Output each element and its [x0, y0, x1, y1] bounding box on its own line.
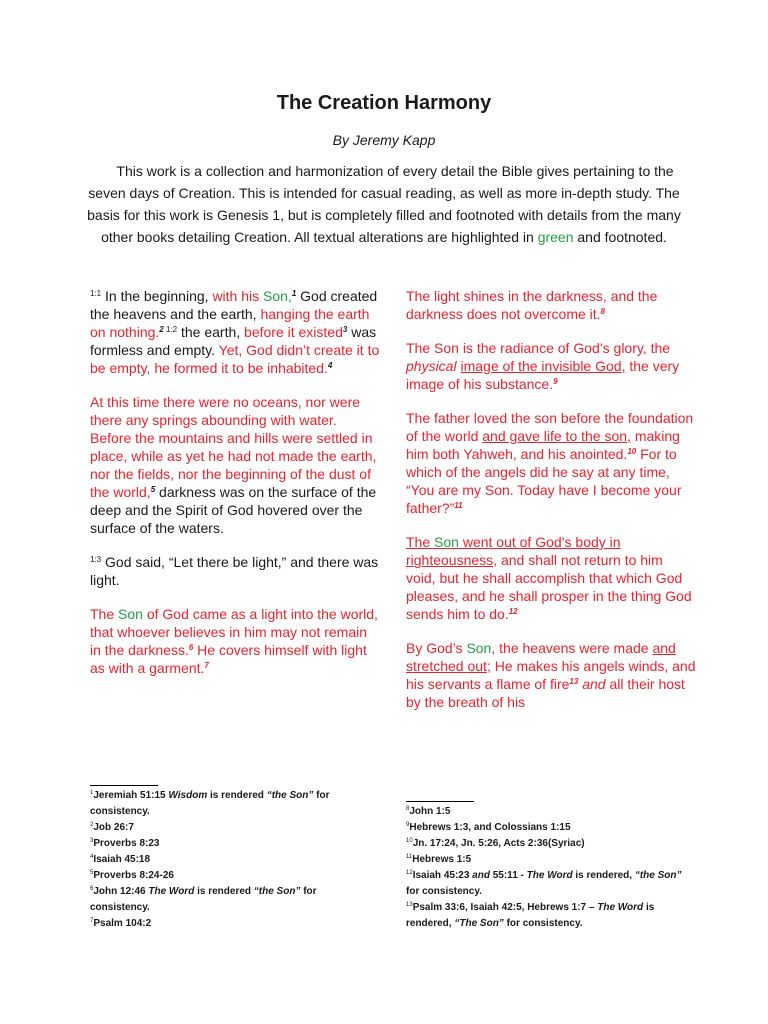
footnote-text: for consistency. — [90, 886, 317, 913]
footnote-number: 7 — [90, 918, 94, 924]
footnote-number: 8 — [406, 806, 410, 812]
footnote-reference: Isaiah 45:18 — [93, 854, 151, 865]
footnote-italic: “the Son” — [634, 870, 682, 881]
footnote-ref[interactable]: 8 — [600, 307, 605, 316]
footnote-text: is rendered — [194, 886, 254, 897]
verse-number: 1:2 — [163, 325, 178, 334]
footnote-text: is rendered, — [572, 870, 635, 881]
footnote-italic: The Word — [526, 870, 573, 881]
footnote-ref[interactable]: 1 — [291, 289, 297, 298]
byline: By Jeremy Kapp — [332, 132, 436, 148]
light-shines-paragraph — [406, 287, 696, 323]
son-light-paragraph — [90, 605, 380, 677]
footnote-reference: Hebrews 1:5 — [412, 854, 472, 865]
son-highlight: Son, — [263, 288, 292, 304]
added-text: The — [406, 534, 435, 550]
heavens-made-paragraph — [406, 639, 696, 711]
verse-1-3-paragraph — [90, 553, 380, 589]
footnote-italic: “the Son” — [266, 790, 314, 801]
verse-1-1-paragraph — [90, 287, 380, 377]
son-highlight: Son — [466, 640, 492, 656]
footnote-reference: Jeremiah 51:15 — [93, 790, 169, 801]
footnote-reference: Proverbs 8:23 — [93, 838, 160, 849]
footnote-number: 10 — [406, 838, 413, 844]
footnote-reference: Jn. 17:24, Jn. 5:26, Acts 2:36(Syriac) — [412, 838, 585, 849]
added-text: The — [90, 606, 119, 622]
footnote-text: for consistency. — [406, 886, 482, 897]
footnote-item — [90, 788, 370, 820]
italic-text: and — [582, 676, 606, 692]
footnote-ref[interactable]: 2 — [159, 325, 164, 334]
text: God created the heavens and the earth, — [90, 288, 378, 322]
added-text: all their host by the breath of his — [406, 676, 685, 710]
footnote-reference: Psalm 104:2 — [93, 918, 152, 929]
footnote-italic: and — [472, 870, 490, 881]
footnote-ref[interactable]: 11 — [454, 501, 463, 510]
added-text: , the heavens were made — [491, 640, 653, 656]
footnote-reference: Isaiah 45:23 — [412, 870, 473, 881]
footnote-reference: John 12:46 — [93, 886, 149, 897]
footnote-number: 3 — [90, 838, 94, 844]
footnote-text: is rendered — [207, 790, 267, 801]
added-text: He covers himself with light as with a garment. — [90, 642, 367, 676]
footnote-italic: The Word — [148, 886, 195, 897]
footnote-italic: Wisdom — [168, 790, 208, 801]
intro-text-end: and footnoted. — [573, 229, 667, 245]
verse-number: 1:3 — [90, 555, 102, 564]
son-highlight: Son — [118, 606, 143, 622]
added-text: The father loved the son before the foundation of the world — [406, 410, 694, 444]
footnote-separator — [90, 785, 158, 786]
verse-number: 1:1 — [90, 289, 102, 298]
footnote-number: 1 — [90, 790, 94, 796]
added-text: of God came as a light into the world, that whoever believes in him may not remain in the darkness. — [90, 606, 378, 658]
footnote-item — [90, 820, 370, 836]
underlined-text: image of the invisible God, — [460, 358, 626, 374]
added-text: At this time there were no oceans, nor were there any springs abounding with water. — [90, 394, 361, 428]
added-text: By God’s — [406, 640, 467, 656]
footnote-item — [406, 820, 696, 836]
footnote-reference: 55:11 - — [489, 870, 527, 881]
text: was formless and empty. — [90, 324, 377, 358]
right-column — [406, 287, 696, 711]
footnote-number: 2 — [90, 822, 94, 828]
added-text: Before the mountains and hills were settled in place, while as yet he had not made the earth, nor the fields, nor the beginning of the dust of the world, — [90, 430, 377, 500]
footnote-ref[interactable]: 3 — [342, 325, 348, 334]
footnote-item — [90, 836, 370, 852]
footnote-italic: “The Son” — [454, 918, 504, 929]
text: In the beginning, — [101, 288, 213, 304]
added-text: The Son is the radiance of God’s glory, the — [406, 340, 671, 356]
footnote-item — [90, 868, 370, 884]
added-text: hanging the earth on nothing. — [90, 306, 370, 340]
footnote-reference: Hebrews 1:3, and Colossians 1:15 — [409, 822, 571, 833]
footnote-number: 13 — [406, 902, 413, 908]
underlined-text: and stretched out — [406, 640, 676, 674]
oceans-paragraph — [90, 393, 380, 537]
text: the earth, — [177, 324, 245, 340]
footnote-text: is rendered, — [406, 902, 655, 929]
footnote-ref[interactable]: 4 — [327, 361, 333, 370]
footnote-italic: “the Son” — [253, 886, 301, 897]
added-text: For to which of the angels did he say at any time, “You are my Son. Today have I become your father?” — [406, 446, 682, 516]
intro-paragraph — [86, 160, 682, 248]
added-text: ; He makes his angels winds, and his servants a flame of fire — [406, 658, 696, 692]
footnote-ref[interactable]: 9 — [553, 377, 558, 386]
added-text: making him both Yahweh, and his anointed. — [406, 428, 680, 462]
radiance-paragraph — [406, 339, 696, 393]
intro-highlight-green: green — [537, 229, 574, 245]
added-text: the very image of his substance. — [406, 358, 680, 392]
footnote-item — [406, 868, 696, 900]
text: darkness was on the surface of the deep and the Spirit of God hovered over the surface of the waters. — [90, 484, 377, 536]
added-text: The light shines in the darkness, and the darkness does not overcome it. — [406, 288, 658, 322]
son-highlight: Son — [434, 534, 459, 550]
footnote-ref[interactable]: 6 — [188, 643, 194, 652]
footnote-number: 6 — [90, 886, 94, 892]
footnotes-left — [90, 788, 370, 932]
added-text: Yet, God didn’t create it to be empty, he formed it to be inhabited. — [90, 342, 380, 376]
intro-text: This work is a collection and harmonization of every detail the Bible gives pertaining to the seven days of Creation. This is intended for casual reading, as well as more in-depth study. The basis for this work is Genesis 1, but is completely filled and footnoted with details from the many other books detailing Creation. All textual alterations are highlighted in — [87, 163, 681, 245]
italic-text: physical — [406, 358, 457, 374]
underlined-text: and gave life to the son, — [482, 428, 631, 444]
footnote-number: 5 — [90, 870, 94, 876]
footnote-reference: John 1:5 — [409, 806, 451, 817]
footnote-item — [406, 836, 696, 852]
footnote-item — [406, 900, 696, 932]
footnote-ref[interactable]: 7 — [204, 661, 209, 670]
footnote-item — [90, 852, 370, 868]
footnote-number: 11 — [406, 854, 413, 860]
footnote-italic: The Word — [597, 902, 644, 913]
footnote-reference: Proverbs 8:24-26 — [93, 870, 174, 881]
footnote-ref[interactable]: 13 — [569, 677, 579, 686]
added-text: with his — [212, 288, 264, 304]
footnote-item — [90, 916, 370, 932]
son-went-out-paragraph — [406, 533, 696, 623]
footnote-text: for consistency. — [90, 790, 330, 817]
added-text: went out of God’s body in righteousness, — [406, 534, 621, 568]
footnote-number: 12 — [406, 870, 413, 876]
text: God said, “Let there be light,” and there was light. — [90, 554, 379, 588]
footnote-reference: Psalm 33:6, Isaiah 42:5, Hebrews 1:7 – — [412, 902, 598, 913]
footnote-reference: Job 26:7 — [93, 822, 134, 833]
footnote-item — [90, 884, 370, 916]
added-text: and shall not return to him void, but he shall accomplish that which God pleases, and he shall prosper in the thing God sends him to do. — [406, 552, 692, 622]
footnote-ref[interactable]: 5 — [150, 485, 156, 494]
footnote-ref[interactable]: 12 — [508, 607, 518, 616]
footnote-ref[interactable]: 10 — [627, 447, 637, 456]
father-loved-paragraph — [406, 409, 696, 517]
footnote-number: 4 — [90, 854, 94, 860]
footnote-item — [406, 852, 696, 868]
footnote-text: for consistency. — [503, 918, 583, 929]
added-text: before it existed — [244, 324, 343, 340]
left-column — [90, 287, 380, 677]
footnote-number: 9 — [406, 822, 410, 828]
footnote-item — [406, 804, 696, 820]
page-title: The Creation Harmony — [276, 92, 492, 114]
footnote-separator — [406, 801, 474, 802]
footnotes-right — [406, 804, 696, 932]
